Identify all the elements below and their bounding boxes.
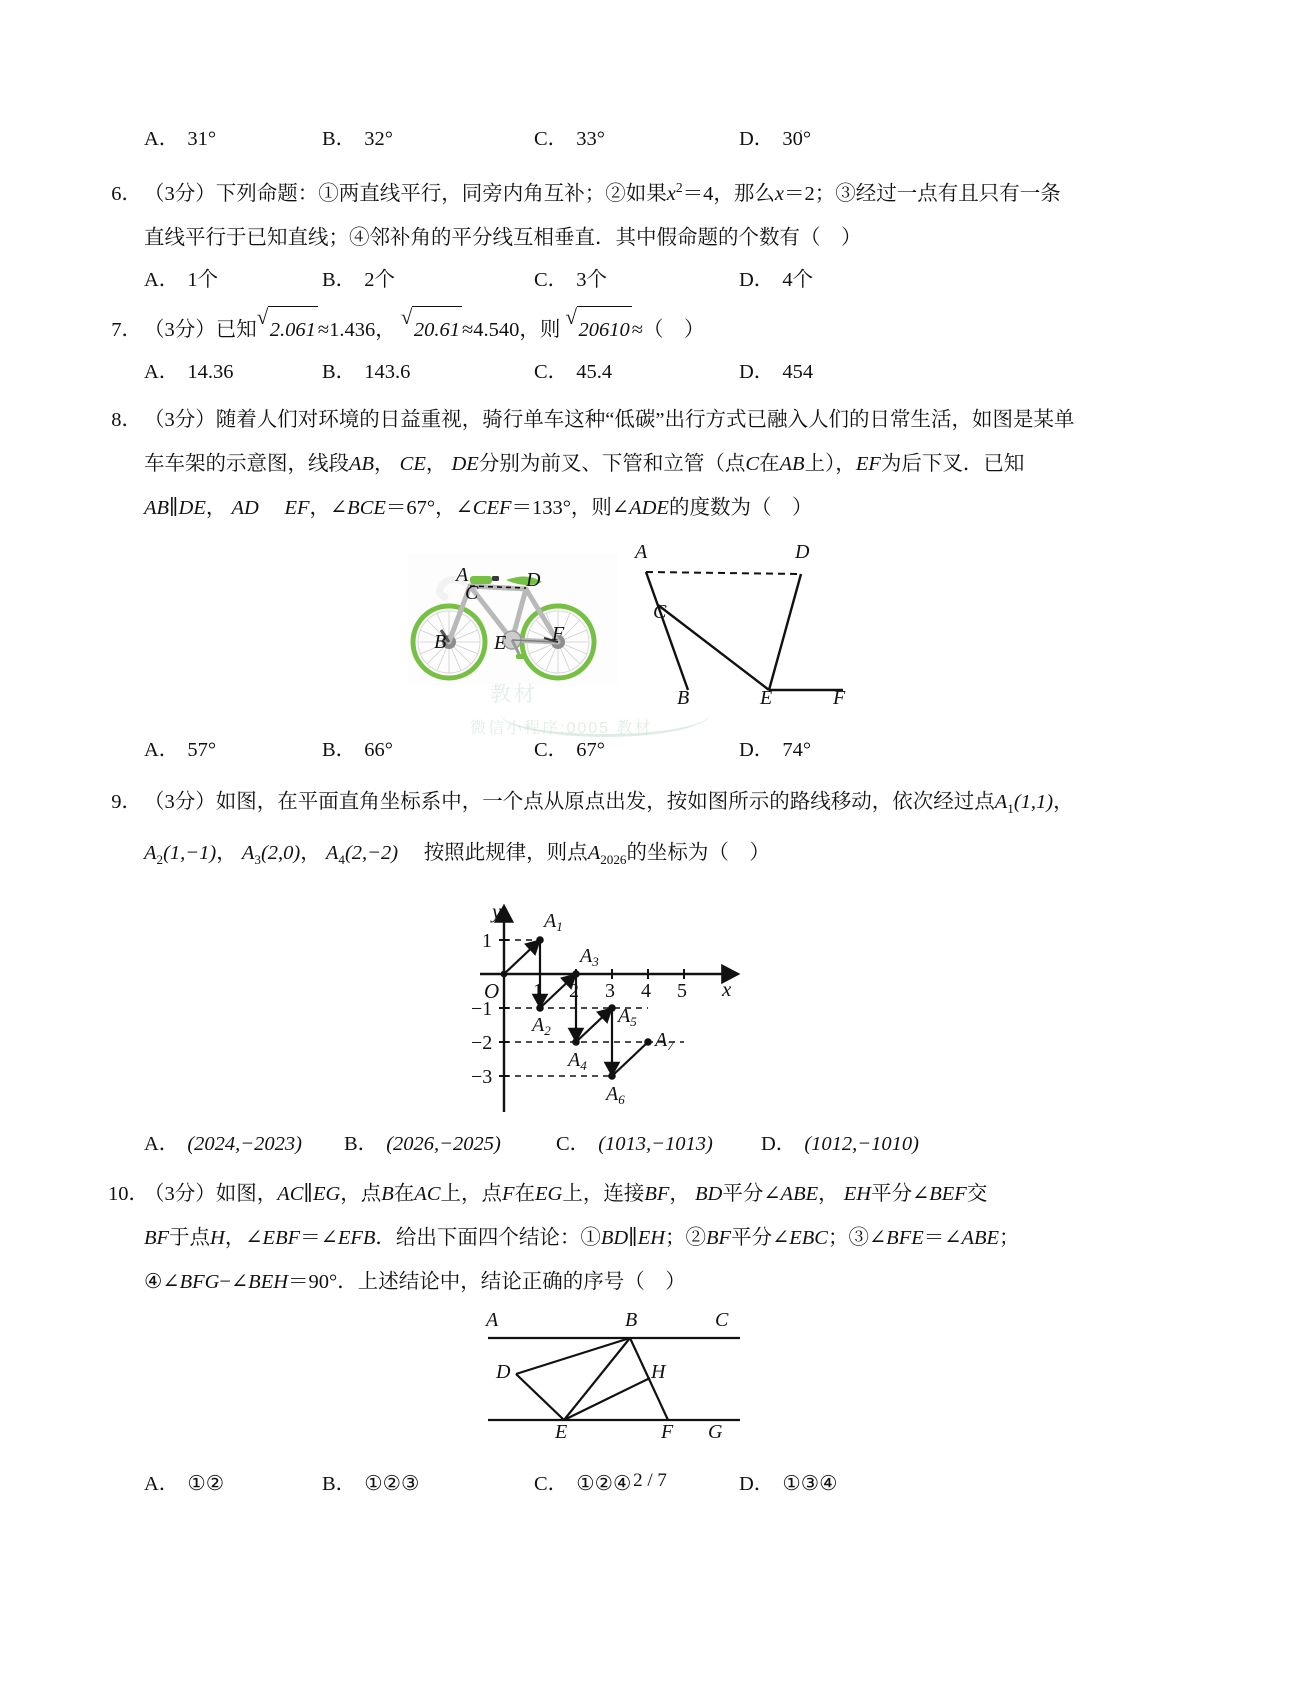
watermark-line-2: 微信小程序:0005 教材: [470, 720, 653, 737]
q9-point-A2026-sub: 2026: [600, 852, 627, 868]
q5-option-d-text: 30°: [782, 128, 812, 150]
q6-option-a-label: A．: [144, 268, 180, 291]
q9-tail-a: 按照此规律，则点: [423, 841, 588, 864]
q8-l3-gap: [259, 497, 280, 519]
q10-angle-abe: ABE: [780, 1183, 819, 1206]
q6-option-d-text: 4个: [782, 268, 814, 291]
q8-photo-label-D: D: [526, 568, 541, 591]
q6-var-x: x: [666, 182, 676, 205]
q6-option-b[interactable]: [322, 260, 534, 300]
svg-text:3: 3: [605, 980, 615, 1003]
q9-coord-A3: (2,0): [260, 841, 301, 864]
q8-option-d-label: D．: [739, 738, 775, 761]
q6-text-c: ＝2；③经过一点有且只有一条: [783, 182, 1061, 205]
q7-option-d[interactable]: [739, 352, 939, 392]
q8-angle-bce: BCE: [347, 496, 386, 519]
q6-option-c[interactable]: [534, 260, 739, 300]
q10-seg-ac2: AC: [414, 1183, 441, 1206]
q9-sep-1: ，: [216, 841, 237, 864]
q8-option-c-text: 67°: [576, 738, 605, 761]
q8-line-2: [108, 442, 1200, 486]
q8-seg-de: DE: [451, 452, 479, 475]
q10-seg-bd: BD: [695, 1183, 723, 1206]
q10-number: 10．: [108, 1183, 149, 1206]
q6-marks: （3分）: [144, 182, 216, 205]
q7-approx-2: ≈4.540，则: [462, 318, 561, 341]
q10-l2-d: ．给出下面四个结论：①: [375, 1227, 601, 1250]
q6-options: [108, 260, 1200, 300]
q7-approx-1: ≈1.436，: [317, 318, 396, 341]
svg-text:−1: −1: [471, 998, 493, 1021]
q9-coord-A1: (1,1): [1013, 790, 1054, 813]
q9-point-A2-sub: 2: [156, 852, 164, 868]
q8-angle-ade: ADE: [629, 496, 669, 519]
q9-option-b-label: B．: [344, 1133, 379, 1156]
q8-options: [108, 730, 1200, 770]
q7-radicand-2: 20.61: [412, 306, 462, 352]
q9-option-d[interactable]: [761, 1124, 961, 1164]
q7-option-d-text: 454: [782, 360, 814, 383]
radical-icon: √: [565, 304, 578, 329]
q9-sep-2: ，: [300, 841, 321, 864]
q8-l2-c4: 上），: [804, 452, 856, 475]
q10-l2-f: 平分∠: [731, 1227, 790, 1250]
q10-l1-g: ，: [669, 1183, 690, 1206]
q6-option-b-label: B．: [322, 268, 357, 291]
q7-radicand-1: 2.061: [268, 306, 318, 352]
q10-label-C: C: [715, 1309, 729, 1332]
q9-option-c-label: C．: [556, 1133, 591, 1156]
q9-point-A1-sub: 1: [1007, 800, 1014, 816]
q10-l1-d: 上，点: [440, 1183, 502, 1206]
q7-line-1: [108, 306, 1200, 352]
q7-option-b-text: 143.6: [364, 360, 411, 383]
q8-option-a[interactable]: [144, 730, 322, 770]
q8-number: 8．: [111, 408, 142, 431]
q9-option-a-text: (2024,−2023): [187, 1133, 302, 1156]
q8-l2-a: 车车架的示意图，线段: [144, 452, 349, 475]
q9-tail-b: 的坐标为（ ）: [626, 841, 770, 864]
q10-line-diagram: [478, 1316, 758, 1436]
q8-l3-de: DE: [178, 496, 206, 519]
q10-label-G: G: [708, 1421, 723, 1444]
q6-exponent: 2: [675, 180, 683, 195]
svg-text:A4: $A_4$: [568, 1049, 587, 1074]
page-content: [108, 118, 1200, 1504]
q10-l2-bf: BF: [144, 1227, 170, 1250]
q9-point-A4-sub: 4: [338, 852, 345, 868]
q8-photo-label-A: A: [456, 563, 469, 586]
q9-option-c[interactable]: [556, 1124, 761, 1164]
q9-point-A3: A: [241, 841, 255, 864]
q10-l1-k: 交: [966, 1183, 988, 1206]
svg-text:x: x: [722, 977, 732, 1002]
page-footer: 2 / 7: [633, 1470, 667, 1491]
svg-text:1: 1: [533, 980, 543, 1003]
q8-l3-c2: ，∠: [309, 496, 348, 519]
parallel-icon: ∥: [169, 496, 179, 519]
q10-l2-a: 于点: [169, 1227, 211, 1250]
q8-diagram-label-F: F: [833, 686, 846, 709]
q10-l1-a: 如图，: [215, 1183, 278, 1206]
svg-text:y: y: [492, 899, 502, 924]
q10-l2-b: ，∠: [224, 1227, 263, 1250]
q7-option-c[interactable]: [534, 352, 739, 392]
q9-option-b[interactable]: [344, 1124, 556, 1164]
q10-l1-e: 在: [514, 1183, 536, 1206]
q7-sqrt-2: [401, 306, 462, 352]
q8-photo-label-E: E: [494, 631, 507, 654]
q8-angle-cef: CEF: [472, 496, 512, 519]
q8-line-3: [108, 486, 1200, 530]
q7-marks: （3分）: [144, 318, 216, 341]
q5-option-d[interactable]: [739, 118, 939, 160]
q9-point-A2026: A: [587, 841, 601, 864]
q8-l3-ab: AB: [144, 496, 170, 519]
q5-option-c-label: C．: [534, 128, 569, 150]
q7-option-c-text: 45.4: [576, 360, 613, 383]
q9-options: [108, 1124, 1200, 1164]
q7-approx-3: ≈（ ）: [631, 318, 705, 341]
q7-text-a: 已知: [215, 318, 257, 341]
q10-l2-e: ；②: [665, 1227, 707, 1250]
q6-option-d-label: D．: [739, 268, 775, 291]
q10-seg-eg2: EG: [535, 1183, 563, 1206]
q9-coord-A4: (2,−2): [344, 841, 399, 864]
q10-l2-h: ＝∠: [923, 1227, 962, 1250]
svg-text:A2: $A_2$: [532, 1014, 551, 1039]
q8-option-c-label: C．: [534, 738, 569, 761]
q10-angle-efb: EFB: [337, 1227, 376, 1250]
q9-option-a[interactable]: [144, 1124, 344, 1164]
q7-option-a[interactable]: [144, 352, 322, 392]
q6-option-a[interactable]: [144, 260, 322, 300]
svg-text:A6: $A_6$: [606, 1083, 625, 1108]
q7-number: 7．: [111, 318, 142, 341]
q8-photo-label-C: C: [465, 581, 479, 604]
q7-option-a-label: A．: [144, 360, 180, 383]
q5-option-c[interactable]: [534, 118, 739, 160]
q8-option-d-text: 74°: [782, 738, 812, 761]
q10-point-F: F: [502, 1183, 515, 1206]
q6-option-b-text: 2个: [364, 268, 395, 291]
q8-photo-label-F: F: [552, 622, 565, 645]
svg-text:−3: −3: [471, 1066, 493, 1089]
q10-angle-bef: BEF: [929, 1183, 967, 1206]
q10-option-c-text: ①②④: [576, 1473, 632, 1496]
q8-option-b-label: B．: [322, 738, 357, 761]
q5-option-a[interactable]: [144, 118, 322, 160]
q10-label-F: F: [661, 1421, 674, 1444]
q8-diagram-label-C: C: [653, 600, 667, 623]
q10-c1-eh: EH: [637, 1227, 666, 1250]
q9-option-c-text: (1013,−1013): [598, 1133, 713, 1156]
q9-option-b-text: (2026,−2025): [386, 1133, 501, 1156]
q6-line-1: [108, 166, 1200, 216]
q10-c3-abe: ABE: [961, 1227, 1000, 1250]
q6-text-a: 下列命题：①两直线平行，同旁内角互补；②如果: [215, 182, 667, 205]
svg-text:O: O: [484, 979, 500, 1004]
q8-l2-b: 分别为前叉、下管和立管（点: [478, 452, 746, 475]
q10-l3-a: ④∠: [144, 1271, 180, 1294]
q10-option-a-label: A．: [144, 1473, 180, 1496]
q8-option-b-text: 66°: [364, 738, 393, 761]
q10-label-D: D: [496, 1361, 511, 1384]
q8-option-d[interactable]: [739, 730, 939, 770]
q5-option-d-label: D．: [739, 128, 775, 150]
q10-label-A: A: [486, 1309, 499, 1332]
q8-seg-ab: AB: [349, 452, 375, 475]
q8-option-b[interactable]: [322, 730, 534, 770]
q10-label-H: H: [651, 1361, 666, 1384]
q7-radicand-3: 20610: [577, 306, 632, 352]
q7-option-c-label: C．: [534, 360, 569, 383]
watermark-line-1: 教材: [490, 683, 538, 706]
q10-point-B: B: [381, 1183, 394, 1206]
q10-label-E: E: [555, 1421, 568, 1444]
svg-text:A5: $A_5$: [618, 1005, 637, 1030]
q10-l2-g: ；③∠: [827, 1227, 887, 1250]
radical-icon: √: [400, 304, 413, 329]
svg-text:4: 4: [641, 980, 651, 1003]
q10-line-3: [108, 1260, 1200, 1304]
q8-line-diagram: [626, 550, 856, 700]
q9-point-A3-sub: 3: [254, 852, 261, 868]
q7-option-a-text: 14.36: [187, 360, 234, 383]
q10-l1-b: ，点: [340, 1183, 382, 1206]
q6-option-c-label: C．: [534, 268, 569, 291]
q10-option-a-text: ①②: [187, 1473, 225, 1496]
q10-l1-i: ，: [818, 1183, 839, 1206]
q5-option-b-text: 32°: [364, 128, 393, 150]
q8-seg-ce: CE: [399, 452, 426, 475]
q5-option-a-label: A．: [144, 128, 180, 150]
q6-var-x2: x: [774, 182, 784, 205]
svg-text:A1: $A_1$: [544, 910, 563, 935]
q6-option-d[interactable]: [739, 260, 939, 300]
q10-option-b-label: B．: [322, 1473, 357, 1496]
q9-line-1: [108, 780, 1200, 831]
watermark-arc: [500, 686, 710, 737]
q10-marks: （3分）: [144, 1183, 216, 1206]
svg-text:5: 5: [677, 980, 687, 1003]
q8-l2-c3: 在: [759, 452, 780, 475]
q10-figure: [108, 1309, 1200, 1444]
svg-text:A3: $A_3$: [580, 945, 599, 970]
bicycle-photo: [408, 554, 618, 684]
q9-option-a-label: A．: [144, 1133, 180, 1156]
q8-diagram-label-B: B: [677, 686, 690, 709]
q8-l2-c2: ，: [425, 452, 447, 475]
q10-l2-i: ；: [999, 1227, 1020, 1250]
q8-diagram-label-D: D: [795, 540, 810, 563]
parallel-icon: ∥: [303, 1183, 313, 1206]
q10-option-d-text: ①③④: [782, 1473, 838, 1496]
q9-marks: （3分）: [144, 790, 216, 813]
q8-l3-v2: ＝133°，则∠: [511, 496, 630, 519]
q9-l1-end: ，: [1053, 790, 1074, 813]
svg-text:1: 1: [482, 930, 492, 953]
q5-option-a-text: 31°: [187, 128, 217, 150]
q10-option-d-label: D．: [739, 1473, 775, 1496]
q8-seg-ab2: AB: [779, 452, 805, 475]
q10-l1-c: 在: [393, 1183, 415, 1206]
q7-option-b-label: B．: [322, 360, 357, 383]
q8-diagram-label-A: A: [635, 540, 648, 563]
q10-c2-ebc: EBC: [789, 1227, 828, 1250]
q10-c1-bd: BD: [600, 1227, 629, 1250]
q5-option-b-label: B．: [322, 128, 357, 150]
q8-l2-c1: ，: [374, 452, 395, 475]
q8-text-1: 随着人们对环境的日益重视，骑行单车这种“低碳”出行方式已融入人们的日常生活，如图是某单: [215, 408, 1075, 431]
q8-l3-c1: ，: [205, 496, 227, 519]
q10-l1-f: 上，连接: [562, 1183, 645, 1206]
q10-c4-bfg: BFG: [179, 1271, 220, 1294]
q5-option-b[interactable]: [322, 118, 534, 160]
q10-l3-c: ＝90°．上述结论中，结论正确的序号（ ）: [288, 1271, 686, 1294]
q7-sqrt-3: [566, 306, 632, 352]
q8-l2-c5: 为后下叉．已知: [880, 452, 1025, 475]
q10-option-c-label: C．: [534, 1473, 569, 1496]
q6-option-a-text: 1个: [187, 268, 219, 291]
svg-text:−2: −2: [471, 1032, 493, 1055]
q9-option-d-text: (1012,−1010): [804, 1133, 919, 1156]
q7-option-d-label: D．: [739, 360, 775, 383]
q5-option-c-text: 33°: [576, 128, 605, 150]
q6-option-c-text: 3个: [576, 268, 607, 291]
q7-option-b[interactable]: [322, 352, 534, 392]
q8-point-c: C: [745, 452, 760, 475]
q9-point-A2: A: [144, 841, 157, 864]
q5-options: [108, 118, 1200, 160]
q10-option-b-text: ①②③: [364, 1473, 420, 1496]
q10-angle-ebf: EBF: [262, 1227, 301, 1250]
svg-text:A7: $A_7$: [655, 1029, 674, 1054]
q6-number: 6．: [111, 182, 142, 205]
q9-figure: [108, 886, 1200, 1118]
q9-coordinate-plane: [466, 886, 756, 1118]
q6-line-2: 直线平行于已知直线；④邻补角的平分线互相垂直．其中假命题的个数有（ ）: [144, 226, 862, 249]
q9-point-A4: A: [325, 841, 339, 864]
q9-coord-A2: (1,−1): [163, 841, 217, 864]
q10-seg-eh: EH: [843, 1183, 872, 1206]
q8-l3-ad: AD: [231, 496, 259, 519]
q10-seg-eg: EG: [312, 1183, 341, 1206]
q9-number: 9．: [111, 790, 142, 813]
q10-l2-c: ＝∠: [300, 1227, 338, 1250]
q10-l3-b: −∠: [219, 1271, 249, 1294]
q8-line-1: [108, 398, 1200, 442]
q7-options: [108, 352, 1200, 392]
q8-seg-ef: EF: [855, 452, 881, 475]
q10-seg-bf: BF: [644, 1183, 670, 1206]
q9-option-d-label: D．: [761, 1133, 797, 1156]
q10-line-2: [108, 1216, 1200, 1260]
q10-c2-bf: BF: [706, 1227, 732, 1250]
q10-label-B: B: [625, 1309, 638, 1332]
q6-text-b: ＝4，那么: [682, 182, 775, 205]
q10-c4-beh: BEH: [248, 1271, 289, 1294]
q10-l1-j: 平分∠: [871, 1183, 930, 1206]
parallel-icon: ∥: [628, 1227, 638, 1250]
q9-point-A1: A: [994, 790, 1008, 813]
q10-line-1: [108, 1172, 1200, 1216]
radical-icon: √: [256, 304, 269, 329]
q10-c3-bfe: BFE: [886, 1227, 924, 1250]
q9-line-2: [108, 831, 1200, 882]
q8-photo-label-B: B: [434, 630, 447, 653]
q8-l3-v1: ＝67°，∠: [385, 496, 473, 519]
q8-option-a-label: A．: [144, 738, 180, 761]
q7-sqrt-1: [257, 306, 318, 352]
q10-l1-h: 平分∠: [722, 1183, 781, 1206]
q8-figure: [108, 536, 1200, 708]
q8-diagram-label-E: E: [760, 686, 773, 709]
svg-text:2: 2: [569, 980, 579, 1003]
q9-l1-a: 如图，在平面直角坐标系中，一个点从原点出发，按如图所示的路线移动，依次经过点: [215, 790, 995, 813]
q8-marks: （3分）: [144, 408, 216, 431]
q10-seg-ac: AC: [277, 1183, 304, 1206]
q10-point-H: H: [210, 1227, 225, 1250]
q8-l3-ef: EF: [284, 496, 310, 519]
q8-option-a-text: 57°: [187, 738, 217, 761]
q8-l3-end: 的度数为（ ）: [668, 496, 813, 519]
